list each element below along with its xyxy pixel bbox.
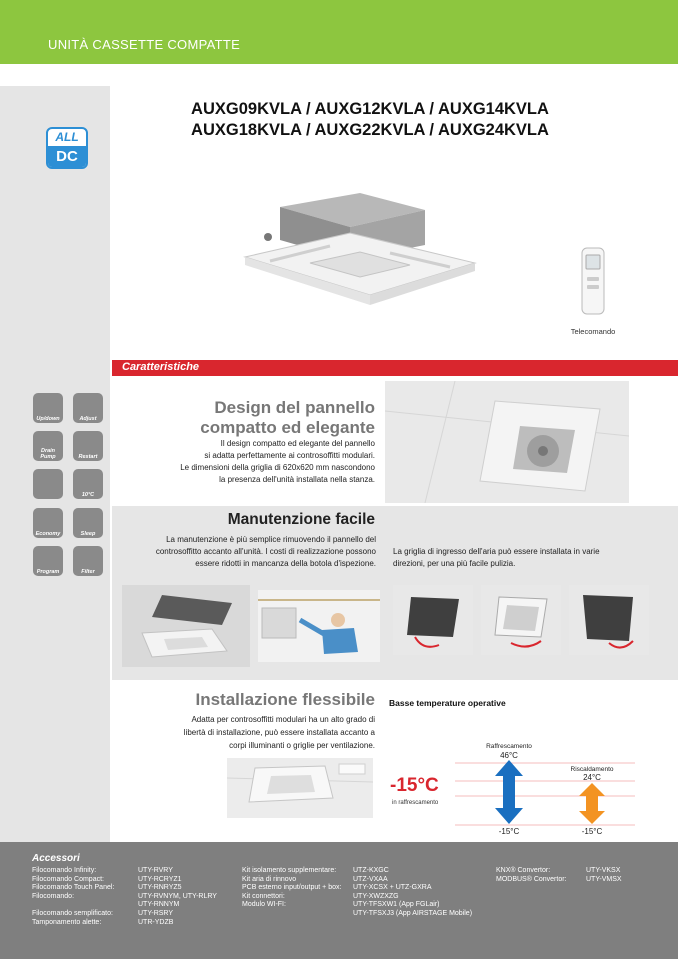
cassette-unit-image [240, 165, 480, 325]
remote-label: Telecomando [570, 327, 616, 336]
model-line-1: AUXG09KVLA / AUXG12KVLA / AUXG14KVLA [191, 100, 549, 118]
snowflake-icon [33, 469, 63, 499]
ceiling-panel-image [385, 381, 629, 503]
left-sidebar [0, 86, 110, 842]
cool-max: 46°C [500, 751, 518, 760]
badge-bottom: DC [48, 146, 86, 167]
drain-pump-icon: Drain Pump [33, 431, 63, 461]
ten-degree-icon: 10°C [73, 469, 103, 499]
accessories-footer [0, 842, 678, 959]
footer-col3-labels: KNX® Convertor: MODBUS® Convertor: [496, 867, 567, 883]
program-icon: Program [33, 546, 63, 576]
installation-image [227, 758, 373, 818]
maintenance-text: La manutenzione è più semplice rimuovendo il pannello del controsoffitto accanto all'unità. I costi di realizzazione possono essere ridotti in mancanza della botola d'ispezione. [155, 535, 376, 568]
model-list [110, 99, 630, 141]
heat-max: 24°C [583, 773, 601, 782]
footer-col2-labels: Kit isolamento supplementare: Kit aria di rinnovo PCB esterno input/output + box: Kit connettori: Modulo WI-FI: [242, 867, 342, 909]
heat-min: -15°C [581, 827, 603, 836]
installation-text: Adatta per controsoffitti modulari ha un alto grado di libertà di installazione, può essere installata accanto a corpi illuminanti o griglie per ventilazione. [183, 715, 375, 750]
accessories-title: Accessori [32, 853, 80, 864]
badge-top: ALL [55, 130, 79, 144]
low-temp-title: Basse temperature operative [389, 698, 506, 708]
cool-arrow [495, 760, 523, 824]
heat-label: Riscaldamento [570, 766, 614, 773]
design-text: Il design compatto ed elegante del pannello si adatta perfettamente ai controsoffitti modulari. Le dimensioni della griglia di 620x620 mm nascondono la presenza dell'unità installata nella stanza. [180, 439, 375, 484]
cool-label: Raffrescamento [486, 743, 532, 750]
maintenance-title: Manutenzione facile [227, 511, 375, 528]
restart-icon: Restart [73, 431, 103, 461]
filter-icon: Filter [73, 546, 103, 576]
adjust-icon: Adjust [73, 393, 103, 423]
remote-control-image [581, 247, 605, 315]
all-dc-badge [46, 127, 88, 169]
temperature-range-chart [455, 736, 635, 838]
features-label: Caratteristiche [122, 361, 200, 373]
cool-min: -15°C [498, 827, 520, 836]
grille-image-2 [481, 585, 561, 655]
grille-image-3 [569, 585, 649, 655]
installation-title: Installazione flessibile [195, 690, 375, 709]
features-bar [112, 360, 678, 376]
footer-col2-values: UTZ-KXGC UTZ-VXAA UTY-XCSX + UTZ-GXRA UTY-XWZXZG UTY-TFSXW1 (App FGLair) UTY-TFSXJ3 (App AIRSTAGE Mobile) [353, 867, 473, 917]
ceiling-access-image [122, 585, 250, 667]
economy-icon: Economy [33, 508, 63, 538]
updown-icon: Up/down [33, 393, 63, 423]
model-line-2: AUXG18KVLA / AUXG22KVLA / AUXG24KVLA [191, 121, 549, 139]
low-temp-sub: in raffrescamento [392, 800, 439, 806]
grille-image-1 [393, 585, 473, 655]
header-bar [0, 0, 678, 64]
technician-image [258, 590, 380, 662]
design-title: Design del pannello compatto ed elegante [200, 398, 375, 437]
footer-col3-values: UTY-VKSX UTY-VMSX [586, 867, 622, 883]
header-title: UNITÀ CASSETTE COMPATTE [48, 37, 241, 52]
footer-col1-labels: Filocomando Infinity: Filocomando Compact: Filocomando Touch Panel: Filocomando: Filocomando semplificato: Tamponamento alette: [32, 867, 115, 926]
sleep-icon: Sleep [73, 508, 103, 538]
low-temp-value: -15°C [390, 775, 439, 796]
footer-col1-values: UTY-RVRY UTY-RCRYZ1 UTY-RNRYZ5 UTY-RVNYM, UTY-RLRY UTY-RNNYM UTY-RSRY UTR-YDZB [138, 867, 217, 926]
heat-arrow [579, 783, 605, 824]
maintenance-text-2: La griglia di ingresso dell'aria può essere installata in varie direzioni, per una più facile pulizia. [393, 547, 600, 568]
